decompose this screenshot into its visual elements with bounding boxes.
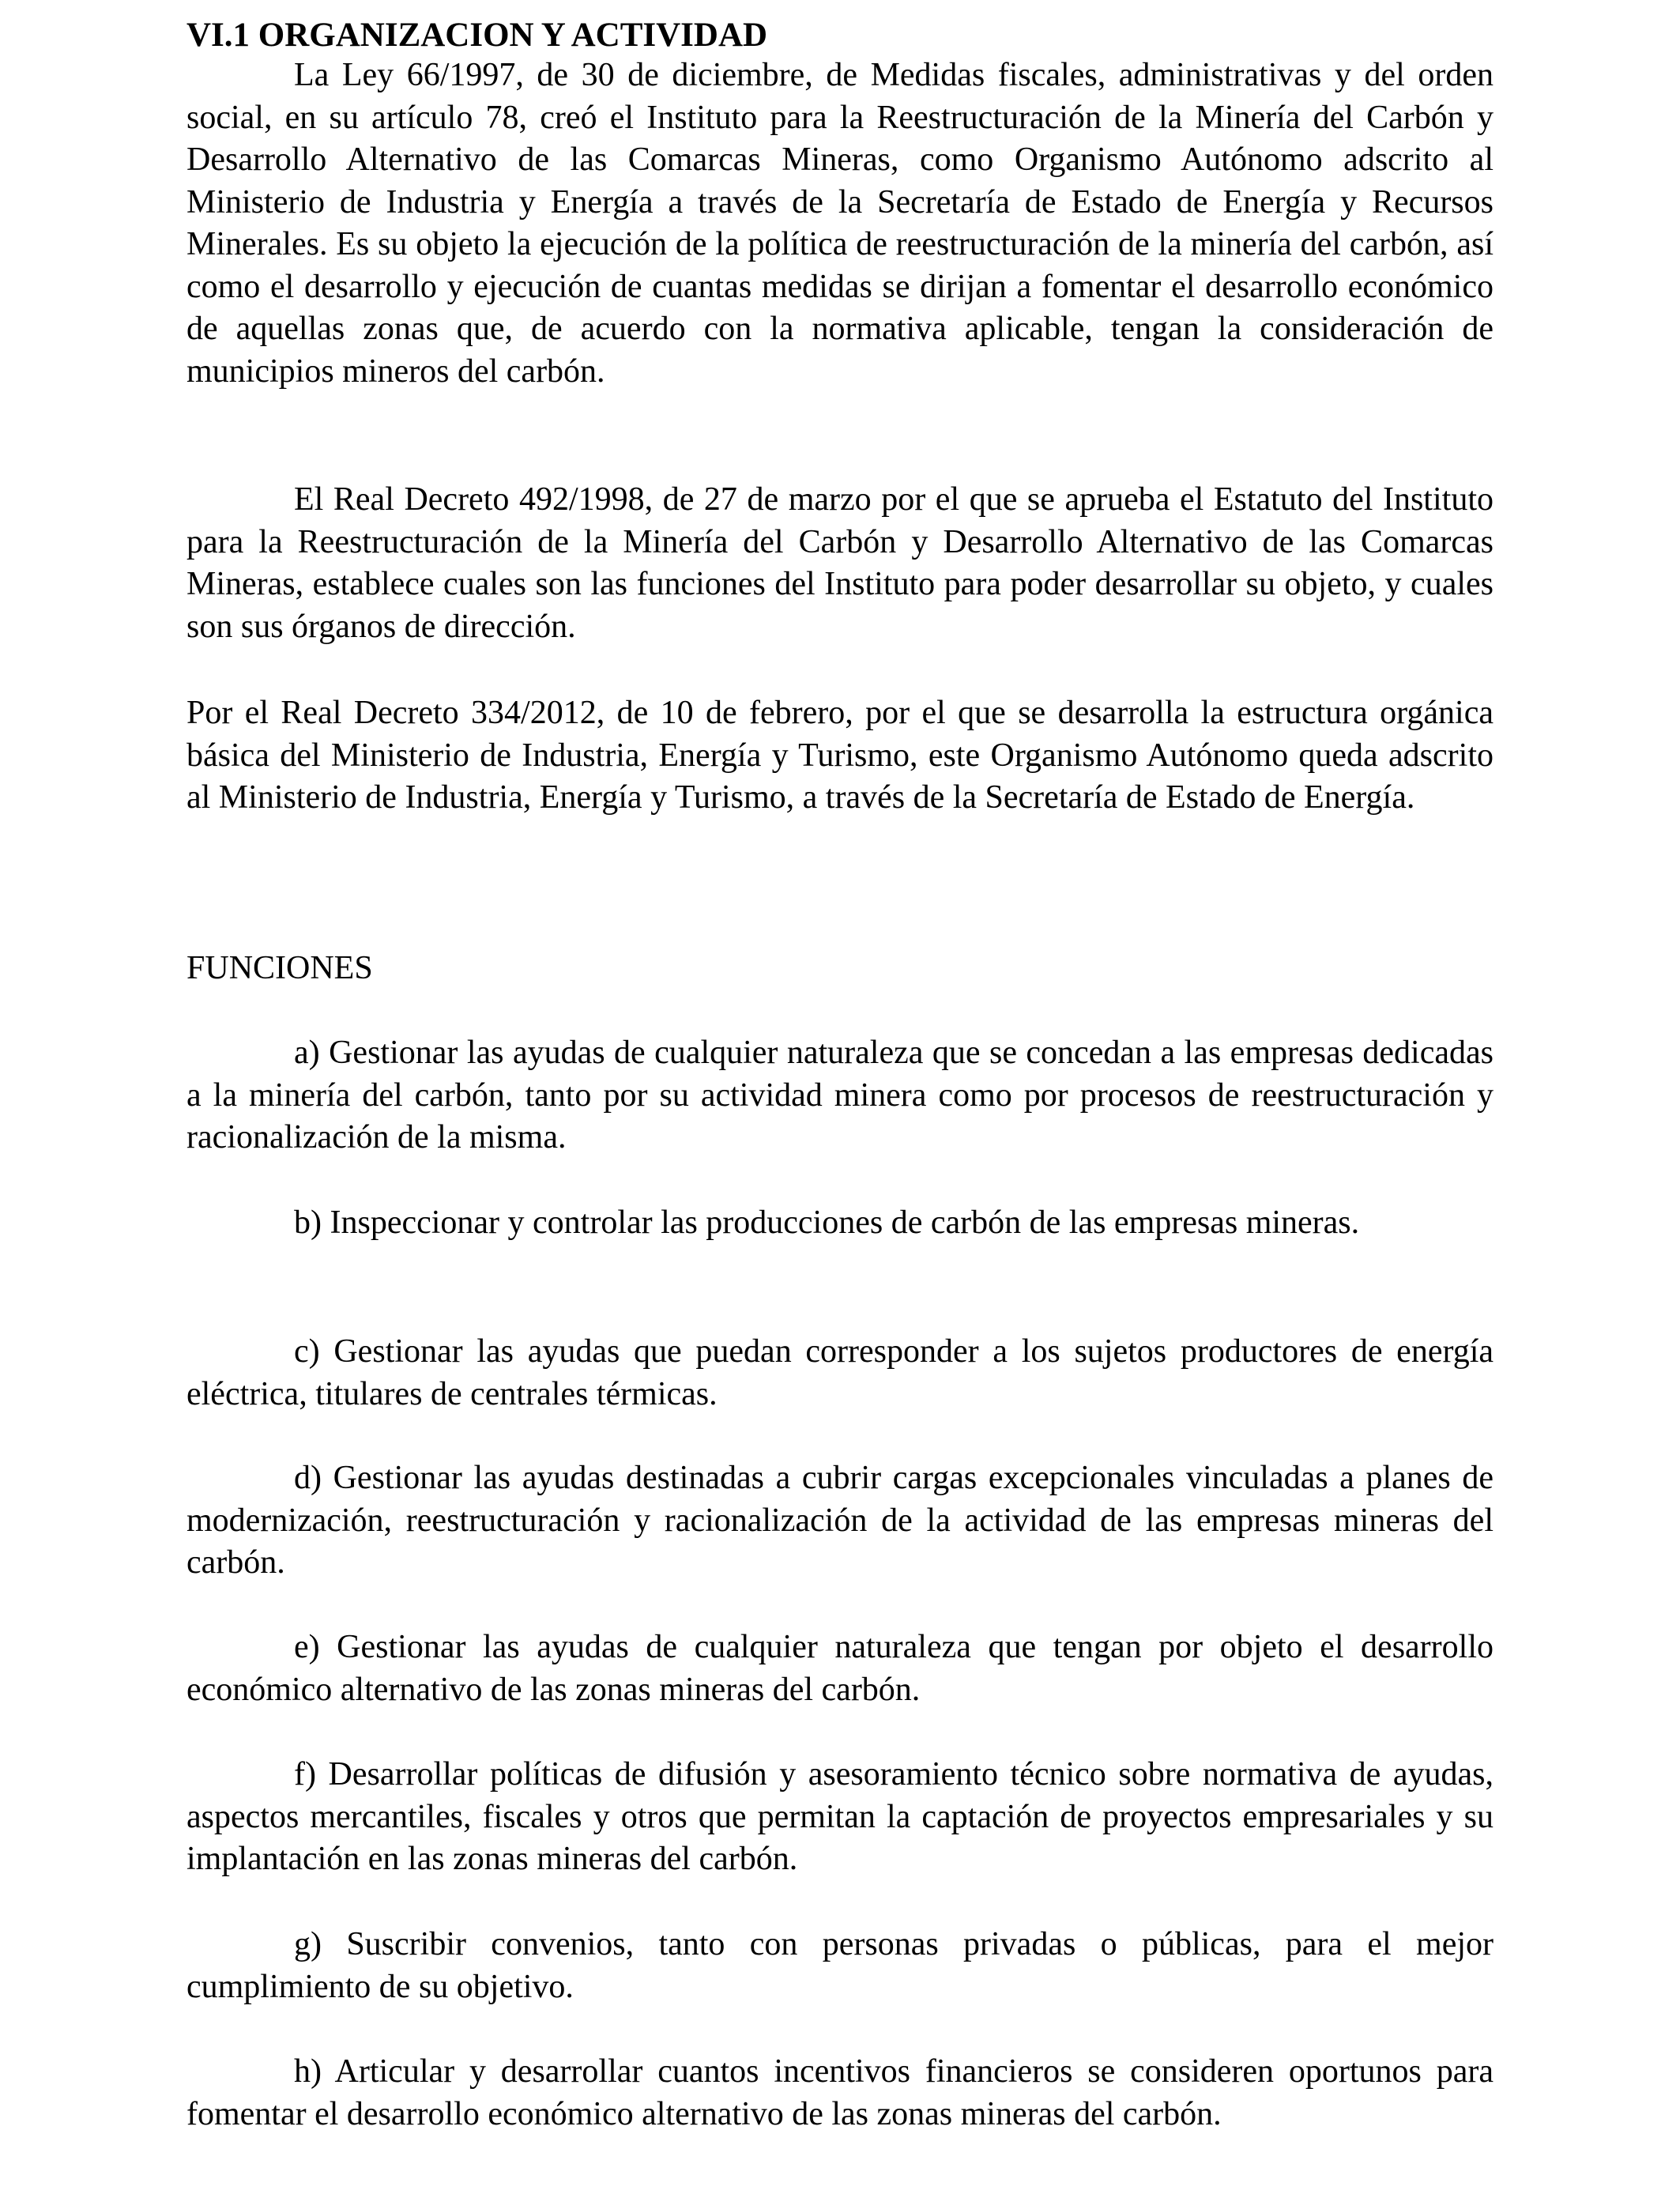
function-item-h: h) Articular y desarrollar cuantos incentivos financieros se consideren oportunos para fomentar el desarrollo económico alternativo de las zonas mineras del carbón.: [186, 2053, 1494, 2132]
function-item-c: c) Gestionar las ayudas que puedan corresponder a los sujetos productores de energía eléctrica, titulares de centrales térmicas.: [186, 1333, 1494, 1412]
function-item-a: a) Gestionar las ayudas de cualquier naturaleza que se concedan a las empresas dedicadas a la minería del carbón, tanto por su actividad minera como por procesos de reestructuración y racionalización de la misma.: [186, 1035, 1494, 1155]
function-item-f: f) Desarrollar políticas de difusión y asesoramiento técnico sobre normativa de ayudas, aspectos mercantiles, fiscales y otros que permitan la captación de proyectos empresariales y su implantación en las zonas mineras del carbón.: [186, 1756, 1494, 1877]
function-item-d: d) Gestionar las ayudas destinadas a cubrir cargas excepcionales vinculadas a planes de modernización, reestructuración y racionalización de la actividad de las empresas mineras del carbón.: [186, 1460, 1494, 1581]
functions-heading: FUNCIONES: [186, 950, 373, 986]
function-item-e: e) Gestionar las ayudas de cualquier naturaleza que tengan por objeto el desarrollo económico alternativo de las zonas mineras del carbón.: [186, 1629, 1494, 1708]
paragraph-real-decreto-492-1998: El Real Decreto 492/1998, de 27 de marzo por el que se aprueba el Estatuto del Instituto para la Reestructuración de la Minería del Carbón y Desarrollo Alternativo de las Comarcas Mineras, establece cuales son las funciones del Instituto para poder desarrollar su objeto, y cuales son sus órganos de dirección.: [186, 481, 1494, 645]
paragraph-real-decreto-334-2012: Por el Real Decreto 334/2012, de 10 de febrero, por el que se desarrolla la estructura orgánica básica del Ministerio de Industria, Energía y Turismo, este Organismo Autónomo queda adscrito al Ministerio de Industria, Energía y Turismo, a través de la Secretaría de Estado de Energía.: [186, 695, 1494, 816]
function-item-b: b) Inspeccionar y controlar las producciones de carbón de las empresas mineras.: [294, 1204, 1360, 1241]
section-heading: VI.1 ORGANIZACION Y ACTIVIDAD: [186, 17, 768, 54]
paragraph-ley-66-1997: La Ley 66/1997, de 30 de diciembre, de Medidas fiscales, administrativas y del orden social, en su artículo 78, creó el Instituto para la Reestructuración de la Minería del Carbón y Desarrollo Alternativo de las Comarcas Mineras, como Organismo Autónomo adscrito al Ministerio de Industria y Energía a través de la Secretaría de Estado de Energía y Recursos Minerales. Es su objeto la ejecución de la política de reestructuración de la minería del carbón, así como el desarrollo y ejecución de cuantas medidas se dirijan a fomentar el desarrollo económico de aquellas zonas que, de acuerdo con la normativa aplicable, tengan la consideración de municipios mineros del carbón.: [186, 57, 1494, 390]
function-item-g: g) Suscribir convenios, tanto con personas privadas o públicas, para el mejor cumplimiento de su objetivo.: [186, 1926, 1494, 2005]
